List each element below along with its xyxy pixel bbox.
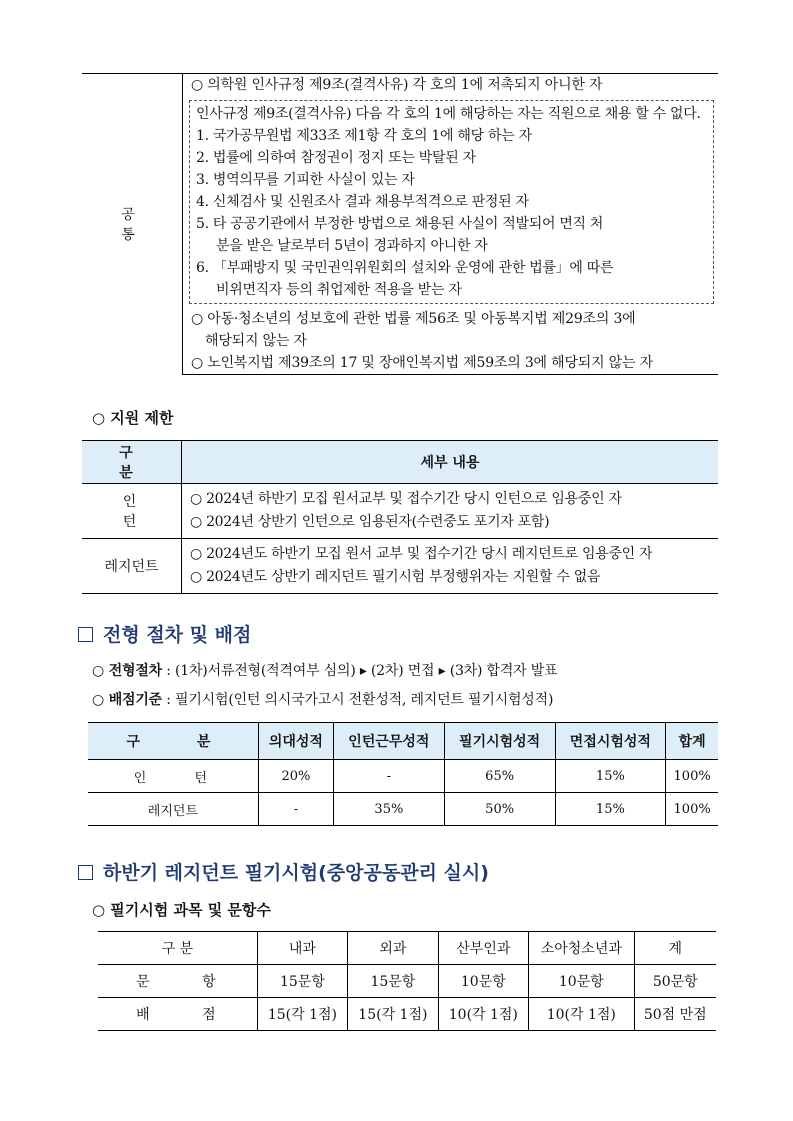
table-row [88,760,718,793]
scoring-cell: 20% [258,760,333,793]
scoring-cell: 레지던트 [88,793,258,826]
score-label: ○ 배점기준 [92,692,162,708]
exam-header: 구 분 [98,932,257,965]
scoring-cell: - [258,793,333,826]
exam-table [98,931,716,1031]
scoring-cell: 50% [444,793,555,826]
scoring-cell: - [334,760,445,793]
exam-header: 소아청소년과 [529,932,635,965]
disqualification-item: 1. 국가공무원법 제33조 제1항 각 호의 1에 해당 하는 자 [196,128,532,144]
exam-cell: 배 점 [98,998,257,1031]
scoring-table [88,722,718,826]
restriction-heading: ○ 지원 제한 [92,409,174,427]
exam-cell: 문 항 [98,965,257,998]
exam-cell: 15문항 [348,965,438,998]
scoring-cell: 15% [555,793,666,826]
scoring-header: 필기시험성적 [444,723,555,760]
eligibility-line-3: ○ 노인복지법 제39조의 17 및 장애인복지법 제59조의 3에 해당되지 않는 자 [191,355,653,371]
exam-cell: 15(각 1점) [257,998,347,1031]
restriction-row-category: 인 턴 [82,484,182,539]
exam-header: 외과 [348,932,438,965]
restriction-col-category: 구 분 [82,441,182,484]
eligibility-line-1: ○ 의학원 인사규정 제9조(결격사유) 각 호의 1에 저촉되지 아니한 자 [191,77,603,93]
process-text: : (1차)서류전형(적격여부 심의) ▸ (2차) 면접 ▸ (3차) 합격자 발표 [162,663,558,679]
scoring-cell: 100% [666,760,718,793]
eligibility-category: 공 통 [82,74,183,375]
disqualification-item: 4. 신체검사 및 신원조사 결과 채용부적격으로 판정된 자 [196,194,529,210]
restriction-row-category: 레지던트 [82,539,182,594]
exam-cell: 10(각 1점) [438,998,528,1031]
procedure-heading [78,620,251,647]
exam-heading [78,858,489,885]
scoring-cell: 65% [444,760,555,793]
exam-cell: 10문항 [438,965,528,998]
restriction-line: ○ 2024년도 상반기 레지던트 필기시험 부정행위자는 지원할 수 없음 [190,569,601,585]
table-row [98,965,716,998]
table-row [88,793,718,826]
eligibility-line-2: ○ 아동·청소년의 성보호에 관한 법률 제56조 및 아동복지법 제29조의 3에 [191,311,636,327]
disqualification-item: 3. 병역의무를 기피한 사실이 있는 자 [196,172,415,188]
scoring-header: 합계 [666,723,718,760]
exam-subheading: ○ 필기시험 과목 및 문항수 [92,901,271,919]
scoring-cell: 15% [555,760,666,793]
exam-cell: 15(각 1점) [348,998,438,1031]
exam-header: 계 [634,932,716,965]
scoring-cell: 인 턴 [88,760,258,793]
scoring-cell: 35% [334,793,445,826]
disqualification-item: 2. 법률에 의하여 참정권이 정지 또는 박탈된 자 [196,150,476,166]
eligibility-table [82,73,718,375]
restriction-col-detail: 세부 내용 [182,441,719,484]
exam-cell: 15문항 [257,965,347,998]
score-text: : 필기시험(인턴 의시국가고시 전환성적, 레지던트 필기시험성적) [162,692,554,708]
scoring-header: 의대성적 [258,723,333,760]
disqualification-item-cont: 비위면직자 등의 취업제한 적용을 받는 자 [216,282,462,298]
restriction-line: ○ 2024년 하반기 모집 원서교부 및 접수기간 당시 인턴으로 임용중인 자 [190,491,622,507]
exam-cell: 10문항 [529,965,635,998]
procedure-heading-text: 전형 절차 및 배점 [103,624,252,646]
process-line [92,660,557,680]
eligibility-line-2-cont: 해당되지 않는 자 [205,333,307,349]
exam-cell: 50점 만점 [634,998,716,1031]
disqualification-heading: 인사규정 제9조(결격사유) 다음 각 호의 1에 해당하는 자는 직원으로 채용 할 수 없다. [196,106,701,122]
exam-cell: 50문항 [634,965,716,998]
square-bullet-icon [78,865,93,880]
score-line [92,689,553,709]
exam-header: 산부인과 [438,932,528,965]
exam-header: 내과 [257,932,347,965]
scoring-header: 인턴근무성적 [334,723,445,760]
restriction-table [82,440,718,594]
restriction-line: ○ 2024년도 하반기 모집 원서 교부 및 접수기간 당시 레지던트로 임용중인 자 [190,546,653,562]
table-row [98,998,716,1031]
scoring-header: 면접시험성적 [555,723,666,760]
scoring-header: 구 분 [88,723,258,760]
disqualification-item: 6. 「부패방지 및 국민권익위원회의 설치와 운영에 관한 법률」에 따른 [196,260,614,276]
exam-heading-text: 하반기 레지던트 필기시험(중앙공동관리 실시) [103,862,489,884]
square-bullet-icon [78,627,93,642]
restriction-line: ○ 2024년 상반기 인턴으로 임용된자(수련중도 포기자 포함) [190,514,550,530]
scoring-cell: 100% [666,793,718,826]
disqualification-box [189,100,714,304]
disqualification-item-cont: 분을 받은 날로부터 5년이 경과하지 아니한 자 [216,238,488,254]
process-label: ○ 전형절차 [92,663,162,679]
disqualification-item: 5. 타 공공기관에서 부정한 방법으로 채용된 사실이 적발되어 면직 처 [196,216,604,232]
exam-cell: 10(각 1점) [529,998,635,1031]
